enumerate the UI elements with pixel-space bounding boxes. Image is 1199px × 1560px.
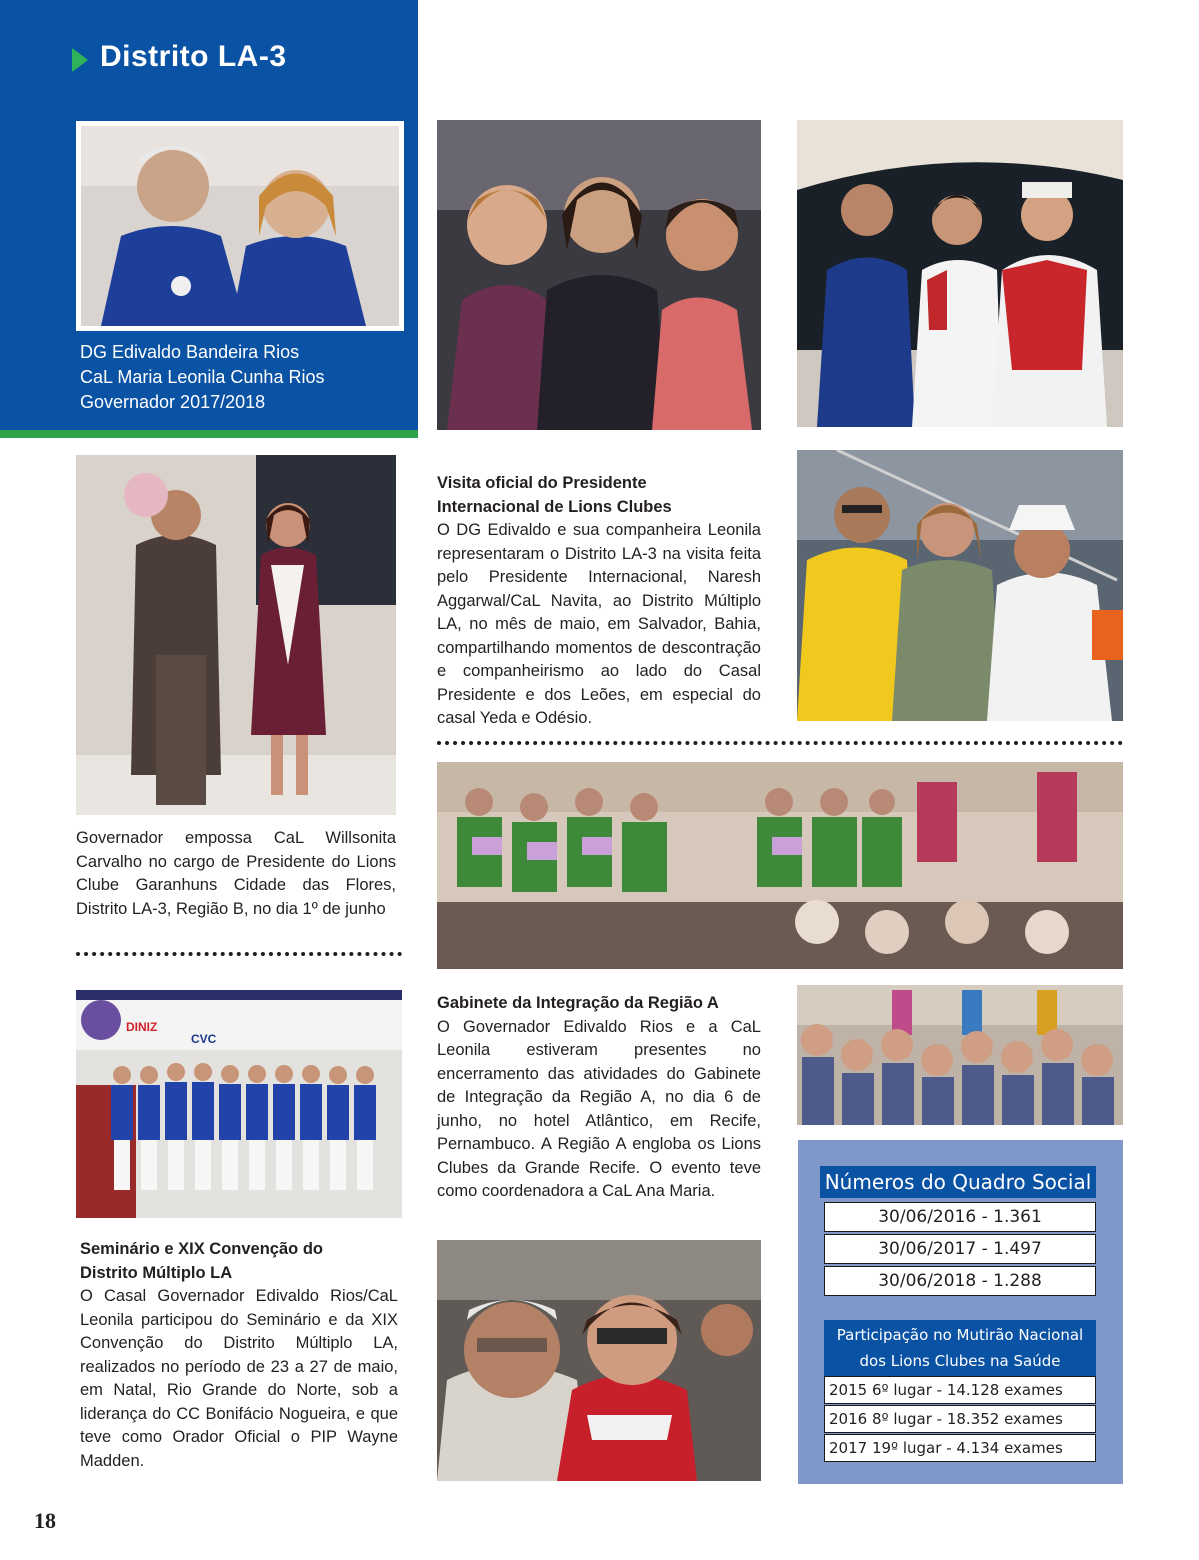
mutirao-title — [824, 1320, 1096, 1378]
photo-three-people-terrace — [797, 120, 1123, 427]
quadro-social-title: Números do Quadro Social — [820, 1166, 1096, 1198]
article-gabinete — [437, 992, 761, 1204]
play-arrow-icon — [72, 48, 88, 72]
photo-choir-event — [437, 762, 1123, 969]
quadro-social-row: 30/06/2016 - 1.361 — [824, 1202, 1096, 1232]
caption-line: DG Edivaldo Bandeira Rios — [80, 342, 300, 362]
caption-line: CaL Maria Leonila Cunha Rios — [80, 367, 325, 387]
article-body: Governador empossa CaL Willsonita Carvalho no cargo de Presidente do Lions Clube Garanhuns Cidade das Flores, Distrito LA-3, Região B, no dia 1º de junho — [76, 829, 396, 918]
page-title: Distrito LA-3 — [100, 40, 287, 73]
article-body: O Casal Governador Edivaldo Rios/CaL Leonila participou do Seminário e da XIX Convenção do Distrito Múltiplo LA, realizados no período de 23 a 27 de maio, em Natal, Rio Grande do Norte, sob a liderança do CC Bonifácio Nogueira, e que teve como Orador Oficial o PIP Wayne Madden. — [80, 1287, 398, 1470]
mutirao-row: 2015 6º lugar - 14.128 exames — [824, 1376, 1096, 1404]
banner-sponsor: CVC — [191, 1032, 217, 1046]
mutirao-title-line: Participação no Mutirão Nacional — [836, 1326, 1084, 1344]
photo-boat-trio — [797, 450, 1123, 721]
banner-sponsor: DINIZ — [126, 1020, 158, 1034]
quadro-social-row: 30/06/2017 - 1.497 — [824, 1234, 1096, 1264]
article-seminario — [80, 1238, 398, 1473]
mutirao-title-line: dos Lions Clubes na Saúde — [859, 1352, 1061, 1370]
mutirao-row: 2017 19º lugar - 4.134 exames — [824, 1434, 1096, 1462]
quadro-social-row: 30/06/2018 - 1.288 — [824, 1266, 1096, 1296]
header-caption — [80, 340, 410, 415]
photo-couple-selfie — [437, 1240, 761, 1481]
article-title-line: Visita oficial do Presidente — [437, 474, 647, 492]
photo-governor-couple — [76, 121, 404, 331]
article-body: O DG Edivaldo e sua companheira Leonila representaram o Distrito LA-3 na visita feita pelo Presidente Internacional, Naresh Aggarwal/CaL Navita, ao Distrito Múltiplo LA, no mês de maio, em Salvador, Bahia, compartilhando momentos de descontração e companheirismo ao lado do Casal Presidente e dos Leões, em especial do casal Yeda e Odésio. — [437, 521, 761, 727]
photo-posse-couple — [76, 455, 396, 815]
mutirao-row: 2016 8º lugar - 18.352 exames — [824, 1405, 1096, 1433]
header-green-rule — [0, 430, 418, 438]
article-title-line: Internacional de Lions Clubes — [437, 497, 672, 516]
article-body: O Governador Edivaldo Rios e a CaL Leonila estiveram presentes no encerramento das atividades do Gabinete de Integração da Região A, no dia 6 de junho, no hotel Atlântico, em Recife, Pernambuco. A Região A engloba os Lions Clubes da Grande Recife. O evento teve como coordenadora a CaL Ana Maria. — [437, 1017, 761, 1200]
article-empossa — [76, 827, 396, 921]
article-visita — [437, 472, 761, 731]
dotted-separator — [437, 741, 1123, 745]
article-title-line: Distrito Múltiplo LA — [80, 1263, 233, 1282]
dotted-separator — [76, 952, 402, 956]
photo-convention-group — [76, 990, 402, 1218]
caption-line: Governador 2017/2018 — [80, 392, 266, 412]
page-number: 18 — [34, 1508, 56, 1533]
article-title-line: Seminário e XIX Convenção do — [80, 1240, 323, 1258]
article-title: Gabinete da Integração da Região A — [437, 994, 719, 1012]
stats-box — [798, 1140, 1123, 1484]
photo-three-women — [437, 120, 761, 430]
photo-festive-group — [797, 985, 1123, 1125]
